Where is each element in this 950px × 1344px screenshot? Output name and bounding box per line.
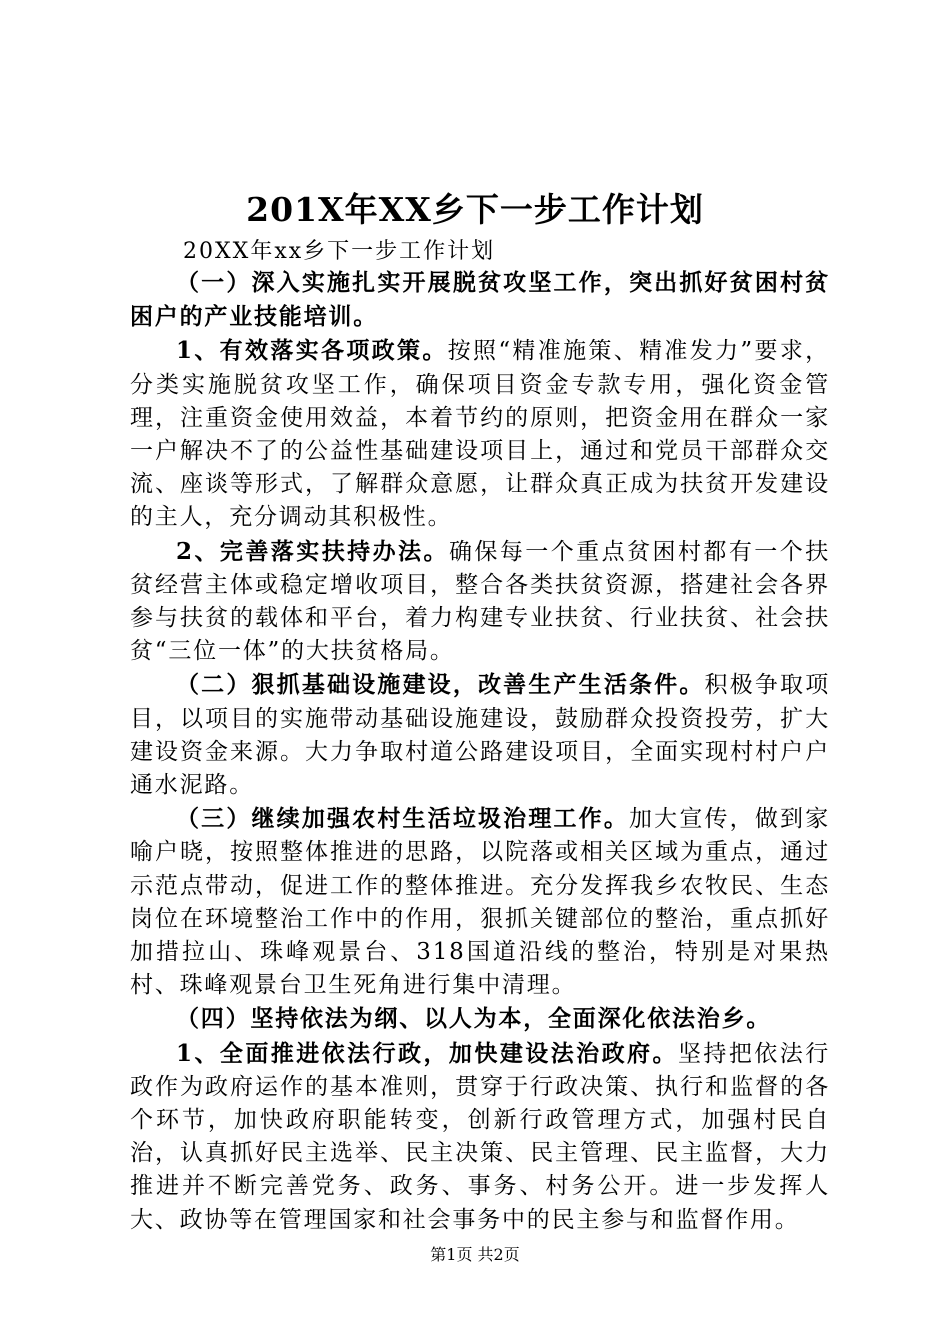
paragraph-lead: 1、有效落实各项政策。 [176,337,448,365]
paragraph-text: 积极争取项目，以项目的实施带动基础设施建设，鼓励群众投资投劳，扩大建设资金来源。大力争取村道公路建设项目，全面实现村村户户通水泥路。 [130,672,831,799]
paragraph-6 [130,1002,830,1036]
paragraph-5 [130,802,830,1002]
paragraph-text: 确保每一个重点贫困村都有一个扶贫经营主体或稳定增收项目，整合各类扶贫资源，搭建社会各界参与扶贫的载体和平台，着力构建专业扶贫、行业扶贫、社会扶贫“三位一体”的大扶贫格局。 [130,538,831,665]
paragraph-text: 按照“精准施策、精准发力”要求，分类实施脱贫攻坚工作，确保项目资金专款专用，强化资金管理，注重资金使用效益，本着节约的原则，把资金用在群众一家一户解决不了的公益性基础建设项目上，通过和党员干部群众交流、座谈等形式，了解群众意愿，让群众真正成为扶贫开发建设的主人，充分调动其积极性。 [130,338,830,531]
paragraph-lead: （一）深入实施扎实开展脱贫攻坚工作，突出抓好贫困村贫困户的产业技能培训。 [130,269,830,331]
paragraph-7 [130,1037,830,1237]
paragraph-lead: （三）继续加强农村生活垃圾治理工作。 [176,805,630,833]
document-subtitle: 20XX年xx乡下一步工作计划 [183,239,496,264]
page-footer: 第1页 共2页 [430,1245,520,1264]
document-title: 201X年XX乡下一步工作计划 [246,190,704,229]
paragraph-lead: （二）狠抓基础设施建设，改善生产生活条件。 [176,671,705,699]
paragraph-1 [130,266,830,334]
paragraph-text: 坚持把依法行政作为政府运作的基本准则，贯穿于行政决策、执行和监督的各个环节，加快政府职能转变，创新行政管理方式，加强村民自治，认真抓好民主选举、民主决策、民主管理、民主监督，大力推进并不断完善党务、政务、事务、村务公开。进一步发挥人大、政协等在管理国家和社会事务中的民主参与和监督作用。 [130,1040,830,1233]
paragraph-2 [130,334,830,534]
paragraph-3 [130,535,830,669]
paragraph-lead: （四）坚持依法为纲、以人为本，全面深化依法治乡。 [176,1005,772,1033]
document-body [130,266,830,1237]
paragraph-text: 加大宣传，做到家喻户晓，按照整体推进的思路，以院落或相关区域为重点，通过示范点带动，促进工作的整体推进。充分发挥我乡农牧民、生态岗位在环境整治工作中的作用，狠抓关键部位的整治，重点抓好加措拉山、珠峰观景台、318国道沿线的整治，特别是对果热村、珠峰观景台卫生死角进行集中清理。 [130,806,830,999]
paragraph-4 [130,668,830,802]
paragraph-lead: 2、完善落实扶持办法。 [176,537,449,565]
paragraph-lead: 1、全面推进依法行政，加快建设法治政府。 [176,1039,678,1067]
